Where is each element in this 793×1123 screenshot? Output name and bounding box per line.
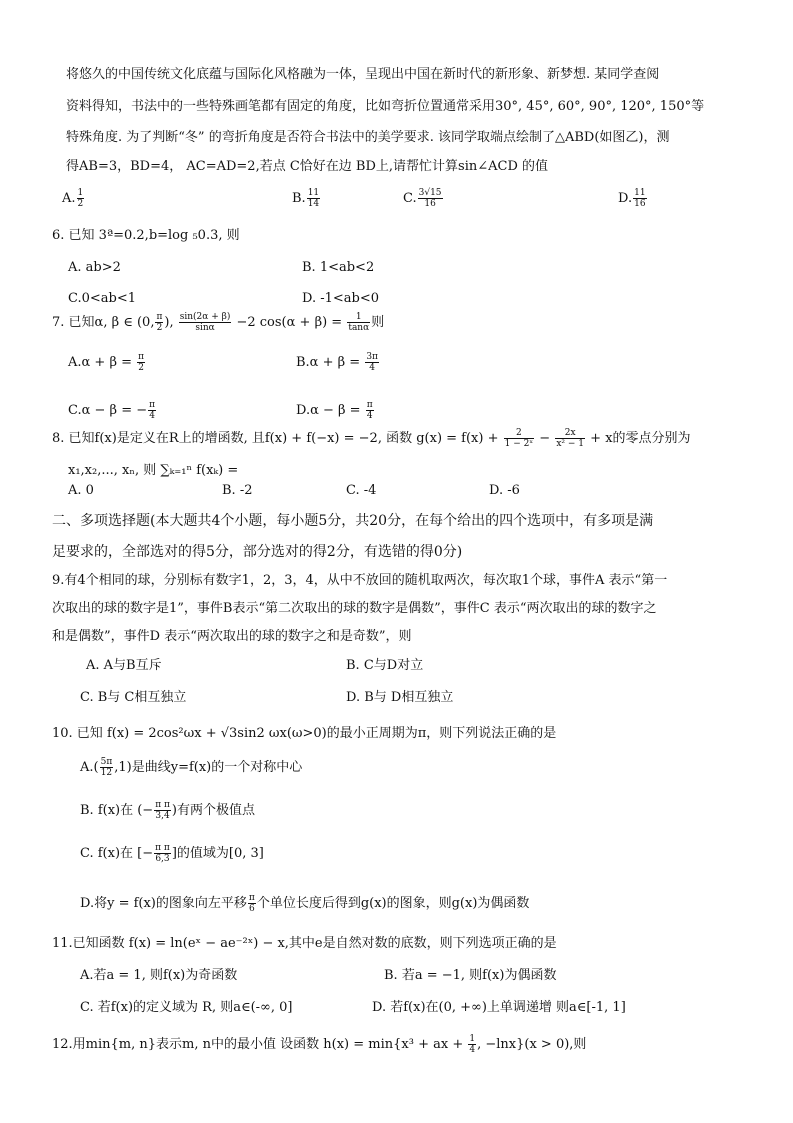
q8-stem-line-2: x₁,x₂,..., xₙ, 则 ∑ₖ₌₁ⁿ f(xₖ) = xyxy=(68,463,239,478)
q5-option-d: D. $\frac{11}{16}$ xyxy=(618,188,646,209)
q6-option-d: D. -1<ab<0 xyxy=(302,291,380,306)
q10-option-a: A.( $\frac{5\pi}{12}$ ,1)是曲线y=f(x)的一个对称中心 xyxy=(80,757,303,778)
intro-line-2: 资料得知，书法中的一些特殊画笔都有固定的角度，比如弯折位置通常采用30°, 45°, 60°, 90°, 120°, 150°等 xyxy=(66,99,705,114)
q8-stem: 8. 已知f(x)是定义在R上的增函数, 且f(x) + f(−x) = −2, 函数 g(x) = f(x) + $\frac{2}{\text{1 − 2ˣ}}$ − $\frac{2x}{\text{x² − 1}}$ + x的零点分别为 xyxy=(52,428,691,449)
q6-option-a: A. ab>2 xyxy=(68,260,121,275)
q9-option-a: A. A与B互斥 xyxy=(86,658,162,673)
section-2-heading-line-2: 足要求的，全部选对的得5分，部分选对的得2分，有选错的得0分) xyxy=(52,544,463,560)
q11-option-c: C. 若f(x)的定义域为 R, 则a∈(-∞, 0] xyxy=(80,1000,293,1015)
q7-stem: 7. 已知α, β ∈ (0, $\frac{\pi}{2}$ ), $\frac{\sin(2\alpha + \beta)}{\sin\alpha}$ −2 cos(α + β) = $\frac{1}{\tan\alpha}$ 则 xyxy=(52,312,385,333)
q11-stem: 11.已知函数 f(x) = ln(eˣ − ae⁻²ˣ) − x,其中e是自然对数的底数，则下列选项正确的是 xyxy=(52,936,557,951)
q8-option-a: A. 0 xyxy=(68,483,94,498)
q8-option-b: B. -2 xyxy=(222,483,253,498)
q8-option-d: D. -6 xyxy=(489,483,520,498)
q8-option-c: C. -4 xyxy=(346,483,377,498)
q7-option-a: A.α + β = $\frac{\pi}{2}$ xyxy=(68,352,145,373)
q11-option-b: B. 若a = −1, 则f(x)为偶函数 xyxy=(384,968,557,983)
q9-option-c: C. B与 C相互独立 xyxy=(80,690,187,705)
q7-option-d: D.α − β = $\frac{\pi}{4}$ xyxy=(296,400,373,421)
section-2-heading-line-1: 二、多项选择题(本大题共4个小题，每小题5分，共20分，在每个给出的四个选项中，有多项是满 xyxy=(52,513,654,529)
q12-stem: 12.用min{m, n}表示m, n中的最小值 设函数 h(x) = min{x³ + ax + $\frac{1}{4}$ , −lnx}(x > 0),则 xyxy=(52,1034,587,1055)
q9-stem-line-2: 次取出的球的数字是1”，事件B表示“第二次取出的球的数字是偶数”，事件C 表示“两次取出的球的数字之 xyxy=(52,601,657,616)
q10-option-b: B. f(x)在 (− $\frac{\text{π π}}{3,4}$ )有两个极值点 xyxy=(80,800,255,821)
intro-line-1: 将悠久的中国传统文化底蕴与国际化风格融为一体，呈现出中国在新时代的新形象、新梦想. 某同学查阅 xyxy=(66,67,660,82)
intro-line-4: 得AB=3，BD=4， AC=AD=2,若点 C恰好在边 BD上,请帮忙计算sin∠ACD 的值 xyxy=(66,159,549,174)
q5-option-a: A. $\frac{1}{2}$ xyxy=(62,188,84,209)
q7-option-b: B.α + β = $\frac{3\pi}{4}$ xyxy=(296,352,378,373)
q11-option-d: D. 若f(x)在(0, +∞)上单调递增 则a∈[-1, 1] xyxy=(372,1000,626,1015)
q10-option-d: D.将y = f(x)的图象向左平移 $\frac{\pi}{6}$ 个单位长度后得到g(x)的图象，则g(x)为偶函数 xyxy=(80,893,530,914)
q10-stem: 10. 已知 f(x) = 2cos²ωx + √3sin2 ωx(ω>0)的最小正周期为π，则下列说法正确的是 xyxy=(52,726,557,741)
intro-line-3: 特殊角度. 为了判断“冬” 的弯折角度是否符合书法中的美学要求. 该同学取端点绘制了△ABD(如图乙)，测 xyxy=(66,130,670,145)
q7-option-c: C.α − β = − $\frac{\pi}{4}$ xyxy=(68,400,156,421)
q5-option-b: B. $\frac{11}{14}$ xyxy=(292,188,320,209)
q6-option-c: C.0<ab<1 xyxy=(68,291,137,306)
q11-option-a: A.若a = 1, 则f(x)为奇函数 xyxy=(80,968,238,983)
q9-option-d: D. B与 D相互独立 xyxy=(346,690,454,705)
q9-stem-line-1: 9.有4个相同的球，分别标有数字1，2，3，4，从中不放回的随机取两次，每次取1个球，事件A 表示“第一 xyxy=(52,573,668,588)
q10-option-c: C. f(x)在 [− $\frac{\text{π π}}{6,3}$ ]的值域为[0, 3] xyxy=(80,843,264,864)
q9-option-b: B. C与D对立 xyxy=(346,658,424,673)
q5-option-c: C. $\frac{3√15}{16}$ xyxy=(403,188,442,209)
q9-stem-line-3: 和是偶数”，事件D 表示“两次取出的球的数字之和是奇数”，则 xyxy=(52,629,412,644)
q6-option-b: B. 1<ab<2 xyxy=(302,260,375,275)
q6-stem: 6. 已知 3ª=0.2,b=log ₅0.3, 则 xyxy=(52,228,240,243)
